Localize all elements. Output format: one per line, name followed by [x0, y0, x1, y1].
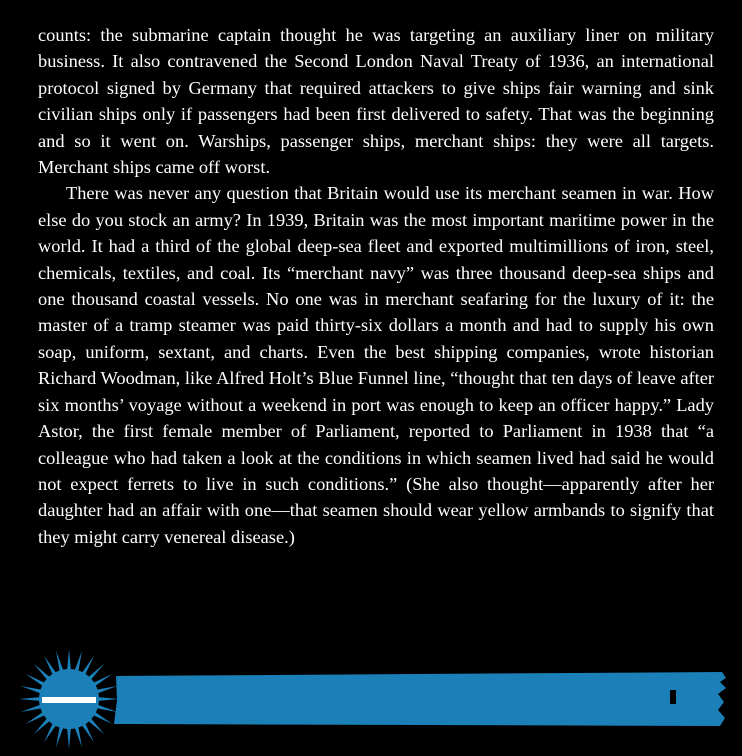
sun-ray	[19, 697, 41, 701]
paragraph-2: There was never any question that Britain would use its merchant seamen in war. How else do you stock an army? In 1939, Britain was the most important maritime power in the world. It had a third of the global deep-sea fleet and exported multimillions of iron, steel, chemicals, textiles, and coal. Its “merchant navy” was three thousand deep-sea ships and one thousand coastal vessels. No one was in merchant seafaring for the luxury of it: the master of a tramp steamer was paid thirty-six dollars a month and had to supply his own soap, uniform, sextant, and charts. Even the best shipping companies, wrote historian Richard Woodman, like Alfred Holt’s Blue Funnel line, “thought that ten days of leave after six months’ voyage without a weekend in port was enough to keep an officer happy.” Lady Astor, the first female member of Parliament, reported to Parliament in 1938 that “a colleague who had taken a look at the conditions in which seamen lived had said he would not expect ferrets to live in such conditions.” (She also thought—apparently after her daughter had an affair with one—that seamen should wear yellow armbands to signify that they might carry venereal disease.)	[38, 183, 714, 547]
sunburst-icon	[18, 648, 120, 750]
sun-ray	[21, 686, 43, 694]
banner-bar	[114, 672, 728, 726]
paragraph-1: counts: the submarine captain thought he was targeting an auxiliary liner on military business. It also contravened the Second London Naval Treaty of 1936, an international protocol signed by Germany that required attackers to give ships fair warning and sink civilian ships only if passengers had been first delivered to safety. That was the beginning and so it went on. Warships, passenger ships, merchant ships: they were all targets. Merchant ships came off worst.	[38, 25, 714, 178]
sun-ray	[21, 704, 43, 712]
sun-ray	[56, 725, 64, 747]
sun-ray	[56, 651, 64, 673]
sun-ray	[67, 649, 71, 671]
sun-ray	[74, 651, 82, 673]
sun-ray	[67, 727, 71, 749]
page-text	[38, 22, 714, 550]
sun-ray	[74, 725, 82, 747]
